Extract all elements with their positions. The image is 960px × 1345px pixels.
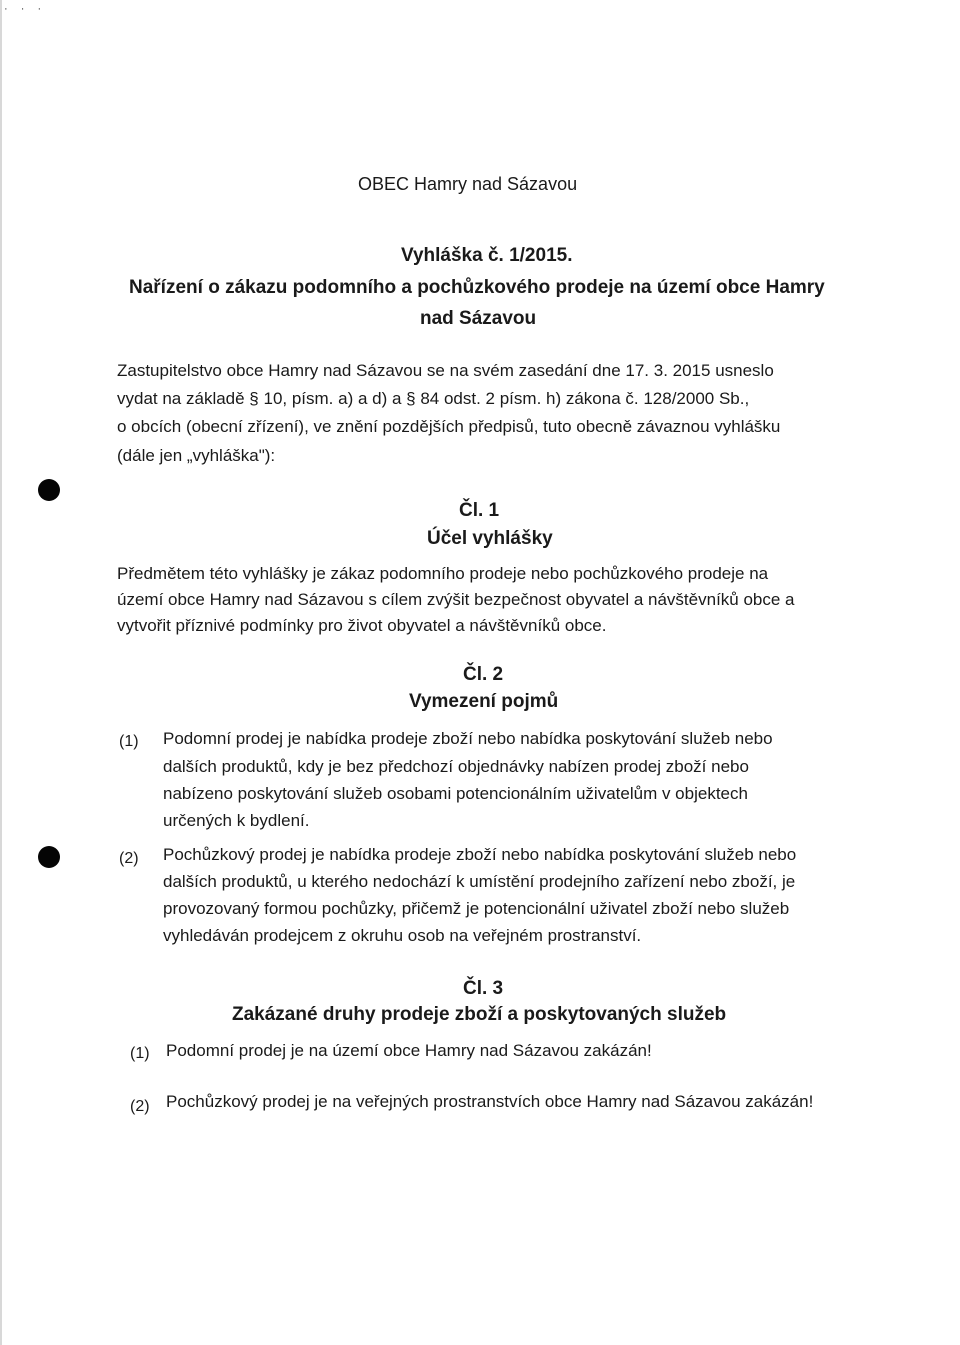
article-2-para-2-line-2: dalších produktů, u kterého nedochází k umístění prodejního zařízení nebo zboží, je — [163, 872, 796, 891]
article-2-para-2-line-1: Pochůzkový prodej je nabídka prodeje zboží nebo nabídka poskytování služeb nebo — [163, 845, 797, 864]
decree-title-line-2: nad Sázavou — [420, 308, 537, 329]
preamble-line-2: vydat na základě § 10, písm. a) a d) a § 84 odst. 2 písm. h) zákona č. 128/2000 Sb., — [117, 389, 750, 408]
article-2-para-1-number: (1) — [119, 733, 139, 750]
article-1-number: Čl. 1 — [459, 500, 500, 521]
punch-hole-top — [38, 479, 60, 501]
decree-title-line-1: Nařízení o zákazu podomního a pochůzkového prodeje na území obce Hamry — [129, 277, 825, 298]
article-2-para-2-line-4: vyhledáván prodejcem z okruhu osob na veřejném prostranství. — [163, 926, 642, 945]
article-2-para-1-line-3: nabízeno poskytování služeb osobami potencionálním uživatelům v objektech — [163, 784, 748, 803]
article-1-line-3: vytvořit příznivé podmínky pro život obyvatel a návštěvníků obce. — [117, 616, 607, 635]
article-2-para-2-number: (2) — [119, 850, 139, 867]
article-3-para-2-number: (2) — [130, 1098, 150, 1115]
article-3-para-1-number: (1) — [130, 1045, 150, 1062]
punch-hole-bottom — [38, 846, 60, 868]
article-3-para-1-text: Podomní prodej je na území obce Hamry nad Sázavou zakázán! — [166, 1041, 652, 1060]
preamble-line-1: Zastupitelstvo obce Hamry nad Sázavou se na svém zasedání dne 17. 3. 2015 usneslo — [117, 361, 774, 380]
article-3-para-2-text: Pochůzkový prodej je na veřejných prostranstvích obce Hamry nad Sázavou zakázán! — [166, 1092, 814, 1111]
preamble-line-4: (dále jen „vyhláška"): — [117, 446, 276, 465]
page-left-edge — [0, 0, 2, 1345]
scan-marks: · · · — [4, 3, 47, 15]
article-2-number: Čl. 2 — [463, 664, 504, 685]
article-2-para-2-line-3: provozovaný formou pochůzky, přičemž je potencionální uživatel zboží nebo služeb — [163, 899, 790, 918]
article-1-line-2: území obce Hamry nad Sázavou s cílem zvýšit bezpečnost obyvatel a návštěvníků obce a — [117, 590, 795, 609]
article-2-para-1-line-4: určených k bydlení. — [163, 811, 310, 830]
article-2-title: Vymezení pojmů — [409, 691, 559, 712]
preamble-line-3: o obcích (obecní zřízení), ve znění pozdějších předpisů, tuto obecně závaznou vyhlášku — [117, 417, 781, 436]
article-2-para-1-line-2: dalších produktů, kdy je bez předchozí objednávky nabízen prodej zboží nebo — [163, 757, 749, 776]
article-1-title: Účel vyhlášky — [427, 528, 553, 549]
article-3-number: Čl. 3 — [463, 978, 504, 999]
article-3-title: Zakázané druhy prodeje zboží a poskytovaných služeb — [232, 1004, 727, 1025]
decree-number: Vyhláška č. 1/2015. — [401, 245, 573, 266]
article-1-line-1: Předmětem této vyhlášky je zákaz podomního prodeje nebo pochůzkového prodeje na — [117, 564, 769, 583]
article-2-para-1-line-1: Podomní prodej je nabídka prodeje zboží nebo nabídka poskytování služeb nebo — [163, 729, 773, 748]
municipality-title: OBEC Hamry nad Sázavou — [358, 174, 578, 194]
